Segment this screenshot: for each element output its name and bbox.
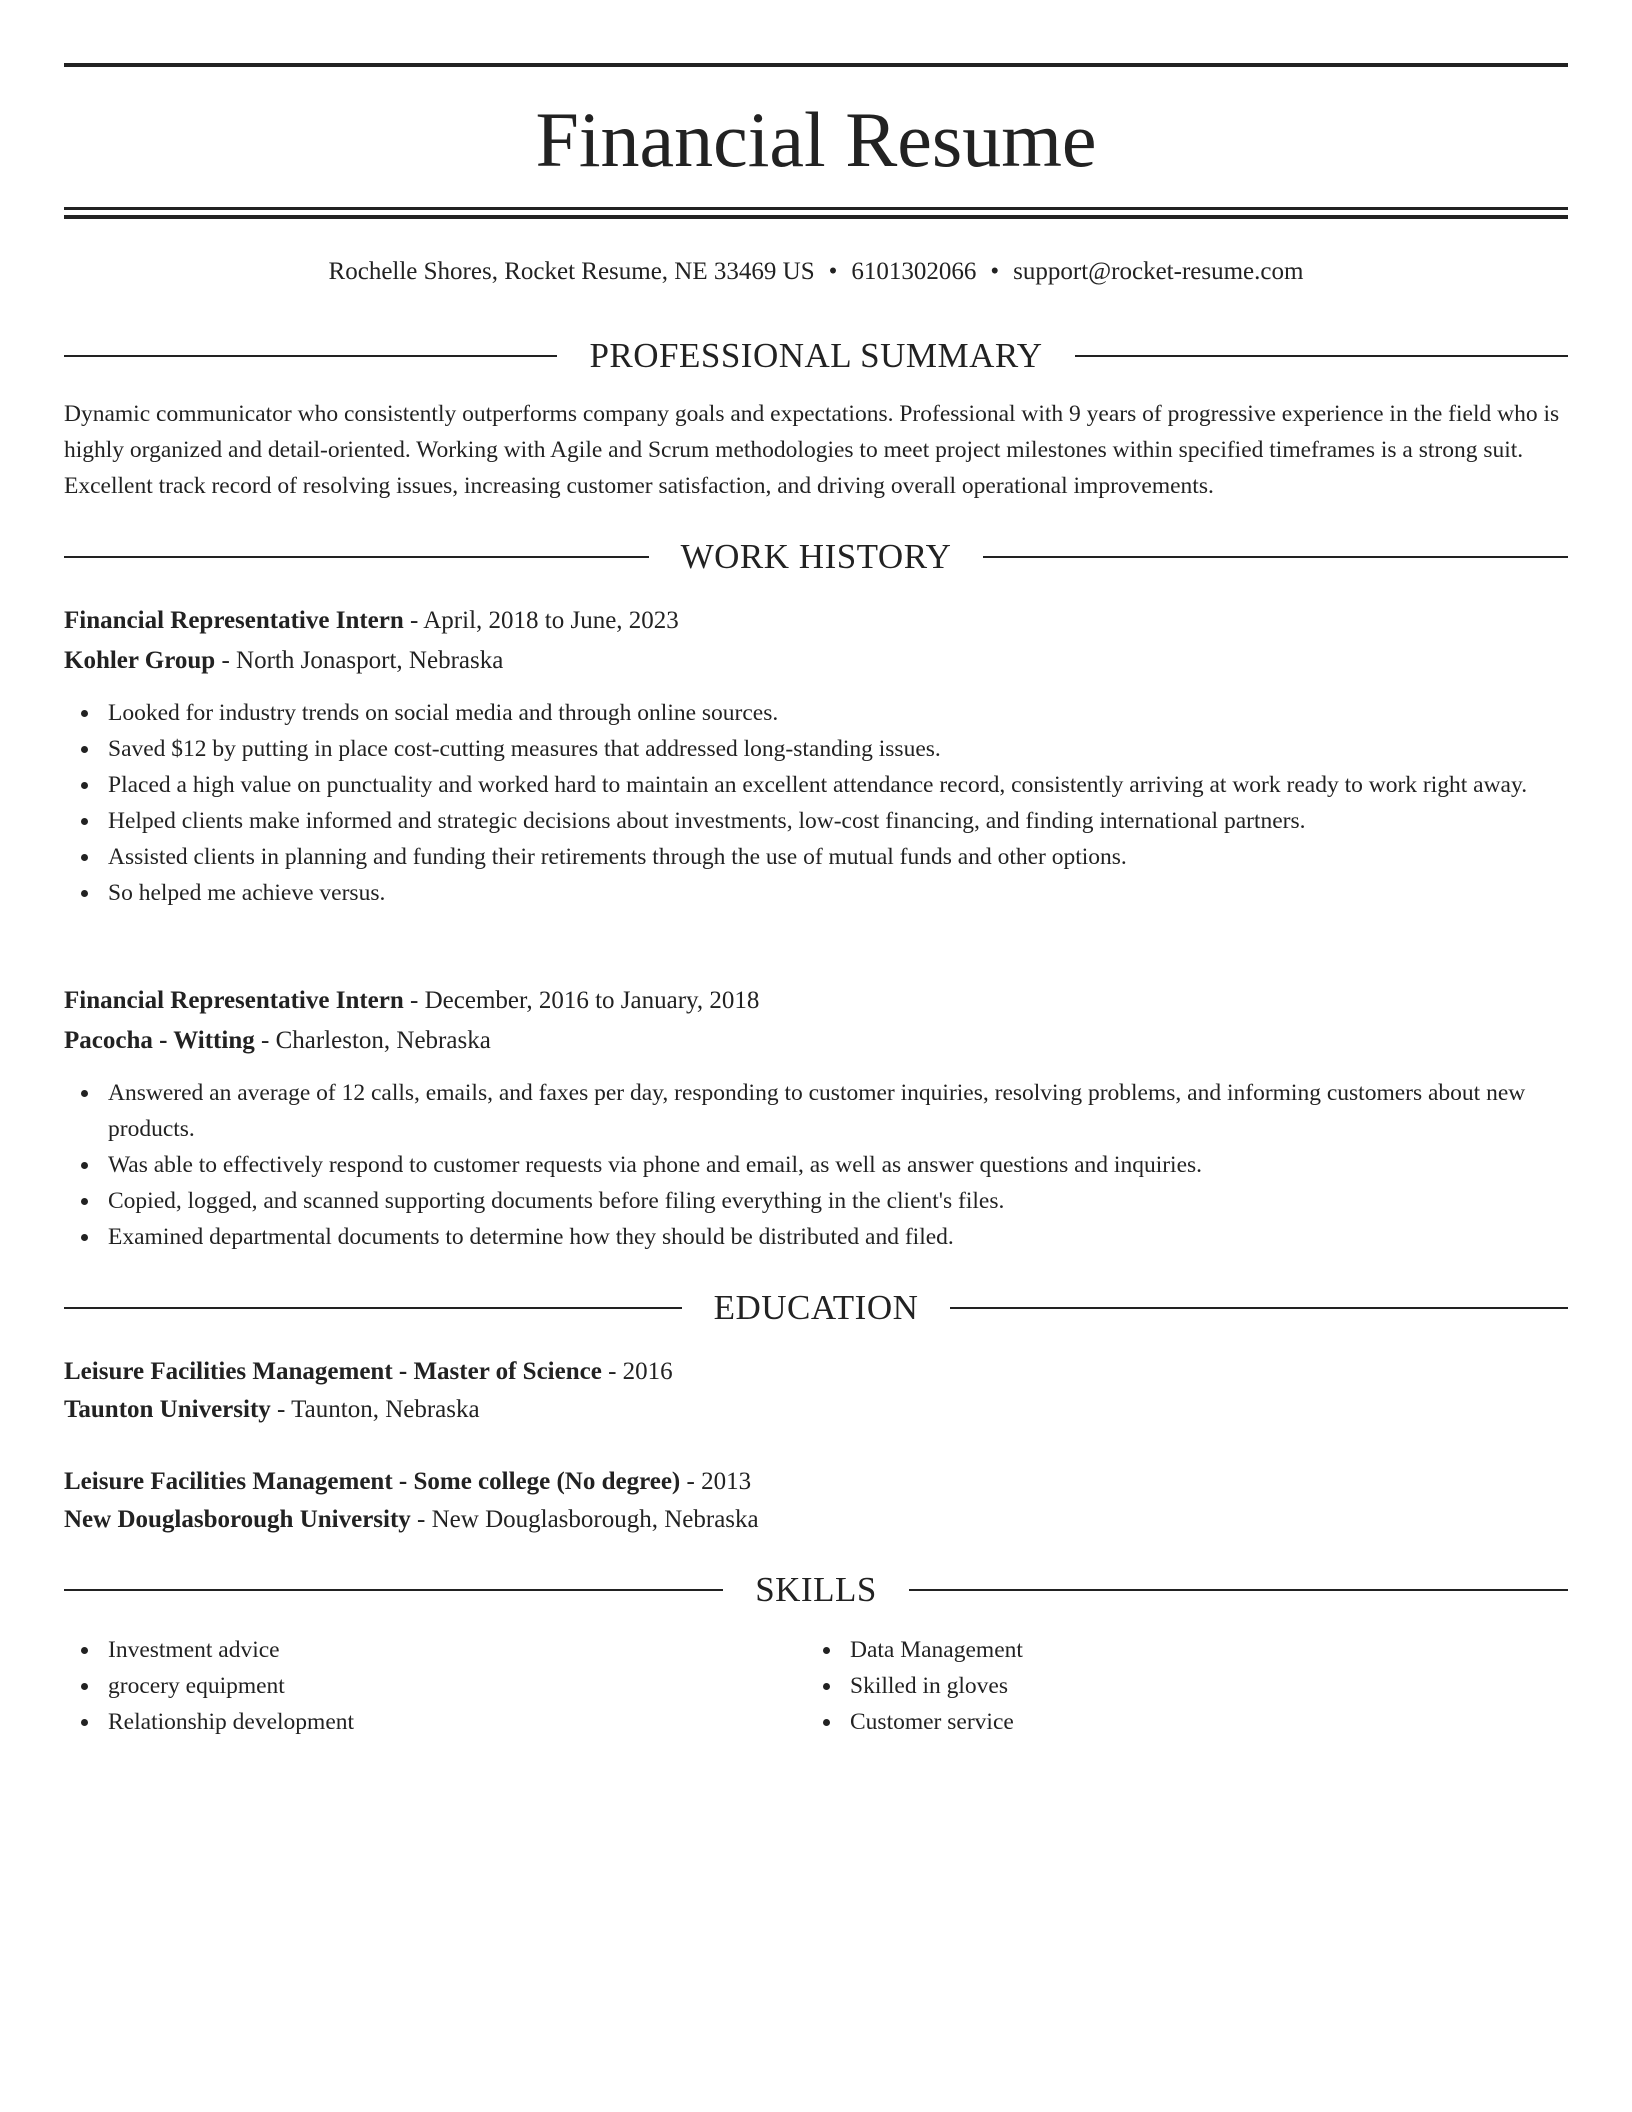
list-item: Answered an average of 12 calls, emails, and faxes per day, responding to customer inquiries, resolving problems, and informing customers about new products. [64, 1075, 1568, 1147]
education-school-line [64, 1500, 1568, 1540]
education-degree: Leisure Facilities Management - Master of Science [64, 1358, 602, 1385]
summary-text: Dynamic communicator who consistently outperforms company goals and expectations. Professional with 9 years of progressive experience in the field who is highly organized and detail-oriented. Working with Agile and Scrum methodologies to meet project milestones within specified timeframes is a strong suit. Excellent track record of resolving issues, increasing customer satisfaction, and driving overall operational improvements. [64, 401, 1560, 499]
dash: - [601, 1358, 623, 1385]
job-bullets [64, 1075, 1568, 1255]
skills-list-right [806, 1632, 1506, 1740]
education-school: Taunton University [64, 1396, 271, 1423]
heading-rule-right [909, 1589, 1568, 1591]
section-heading-summary [64, 331, 1568, 381]
education-degree-line [64, 1352, 1568, 1392]
dash: - [270, 1396, 292, 1423]
job-company: Pacocha - Witting [64, 1027, 255, 1054]
list-item: Assisted clients in planning and funding their retirements through the use of mutual funds and other options. [64, 839, 1568, 875]
heading-rule-left [64, 1307, 682, 1309]
dash: - [403, 607, 424, 634]
heading-rule-right [950, 1307, 1568, 1309]
list-item: So helped me achieve versus. [64, 875, 1568, 911]
section-heading-skills [64, 1565, 1568, 1615]
skill-item: Skilled in gloves [806, 1668, 1506, 1704]
skills-list-left [64, 1632, 764, 1740]
list-item: Placed a high value on punctuality and worked hard to maintain an excellent attendance record, consistently arriving at work ready to work right away. [64, 767, 1568, 803]
education-degree: Leisure Facilities Management - Some college (No degree) [64, 1468, 681, 1495]
dash: - [254, 1027, 276, 1054]
dash: - [680, 1468, 702, 1495]
education-school: New Douglasborough University [64, 1506, 411, 1533]
list-item: Saved $12 by putting in place cost-cutting measures that addressed long-standing issues. [64, 731, 1568, 767]
section-heading-education [64, 1283, 1568, 1333]
education-degree-line [64, 1462, 1568, 1502]
dash: - [410, 1506, 432, 1533]
education-school-line [64, 1390, 1568, 1430]
job-company: Kohler Group [64, 647, 216, 674]
job-bullets [64, 695, 1568, 911]
skill-item: grocery equipment [64, 1668, 764, 1704]
title-rule-lower [64, 215, 1568, 219]
job-company-line [64, 641, 1568, 681]
section-title: PROFESSIONAL SUMMARY [589, 336, 1043, 375]
heading-rule-left [64, 355, 557, 357]
heading-rule-left [64, 556, 649, 558]
section-title: WORK HISTORY [680, 537, 952, 576]
skill-item: Customer service [806, 1704, 1506, 1740]
contact-address: Rochelle Shores, Rocket Resume, NE 33469 US [328, 258, 815, 285]
title-rule-upper [64, 207, 1568, 210]
job-title-line [64, 981, 1568, 1021]
list-item: Examined departmental documents to determine how they should be distributed and filed. [64, 1219, 1568, 1255]
education-location: Taunton, Nebraska [291, 1396, 480, 1423]
list-item: Looked for industry trends on social media and through online sources. [64, 695, 1568, 731]
list-item: Was able to effectively respond to customer requests via phone and email, as well as answer questions and inquiries. [64, 1147, 1568, 1183]
education-year: 2016 [622, 1358, 673, 1385]
resume-title: Financial Resume [535, 96, 1097, 183]
skill-item: Relationship development [64, 1704, 764, 1740]
job-dates: December, 2016 to January, 2018 [424, 987, 760, 1014]
top-rule [64, 63, 1568, 67]
heading-rule-right [1075, 355, 1568, 357]
dash: - [215, 647, 237, 674]
job-location: North Jonasport, Nebraska [236, 647, 504, 674]
heading-rule-right [983, 556, 1568, 558]
list-item: Helped clients make informed and strategic decisions about investments, low-cost financing, and finding international partners. [64, 803, 1568, 839]
job-title-line [64, 601, 1568, 641]
job-company-line [64, 1021, 1568, 1061]
skill-item: Data Management [806, 1632, 1506, 1668]
contact-separator: • [828, 258, 838, 285]
job-title: Financial Representative Intern [64, 987, 404, 1014]
education-year: 2013 [701, 1468, 752, 1495]
contact-line [64, 252, 1568, 292]
section-title: EDUCATION [713, 1288, 919, 1327]
contact-separator: • [990, 258, 1000, 285]
section-heading-work [64, 532, 1568, 582]
contact-phone: 6101302066 [851, 258, 977, 285]
heading-rule-left [64, 1589, 723, 1591]
skill-item: Investment advice [64, 1632, 764, 1668]
job-dates: April, 2018 to June, 2023 [423, 607, 679, 634]
dash: - [403, 987, 425, 1014]
job-title: Financial Representative Intern [64, 607, 404, 634]
contact-email: support@rocket-resume.com [1013, 258, 1304, 285]
section-title: SKILLS [755, 1570, 877, 1609]
list-item: Copied, logged, and scanned supporting documents before filing everything in the client's files. [64, 1183, 1568, 1219]
job-location: Charleston, Nebraska [275, 1027, 491, 1054]
education-location: New Douglasborough, Nebraska [431, 1506, 759, 1533]
